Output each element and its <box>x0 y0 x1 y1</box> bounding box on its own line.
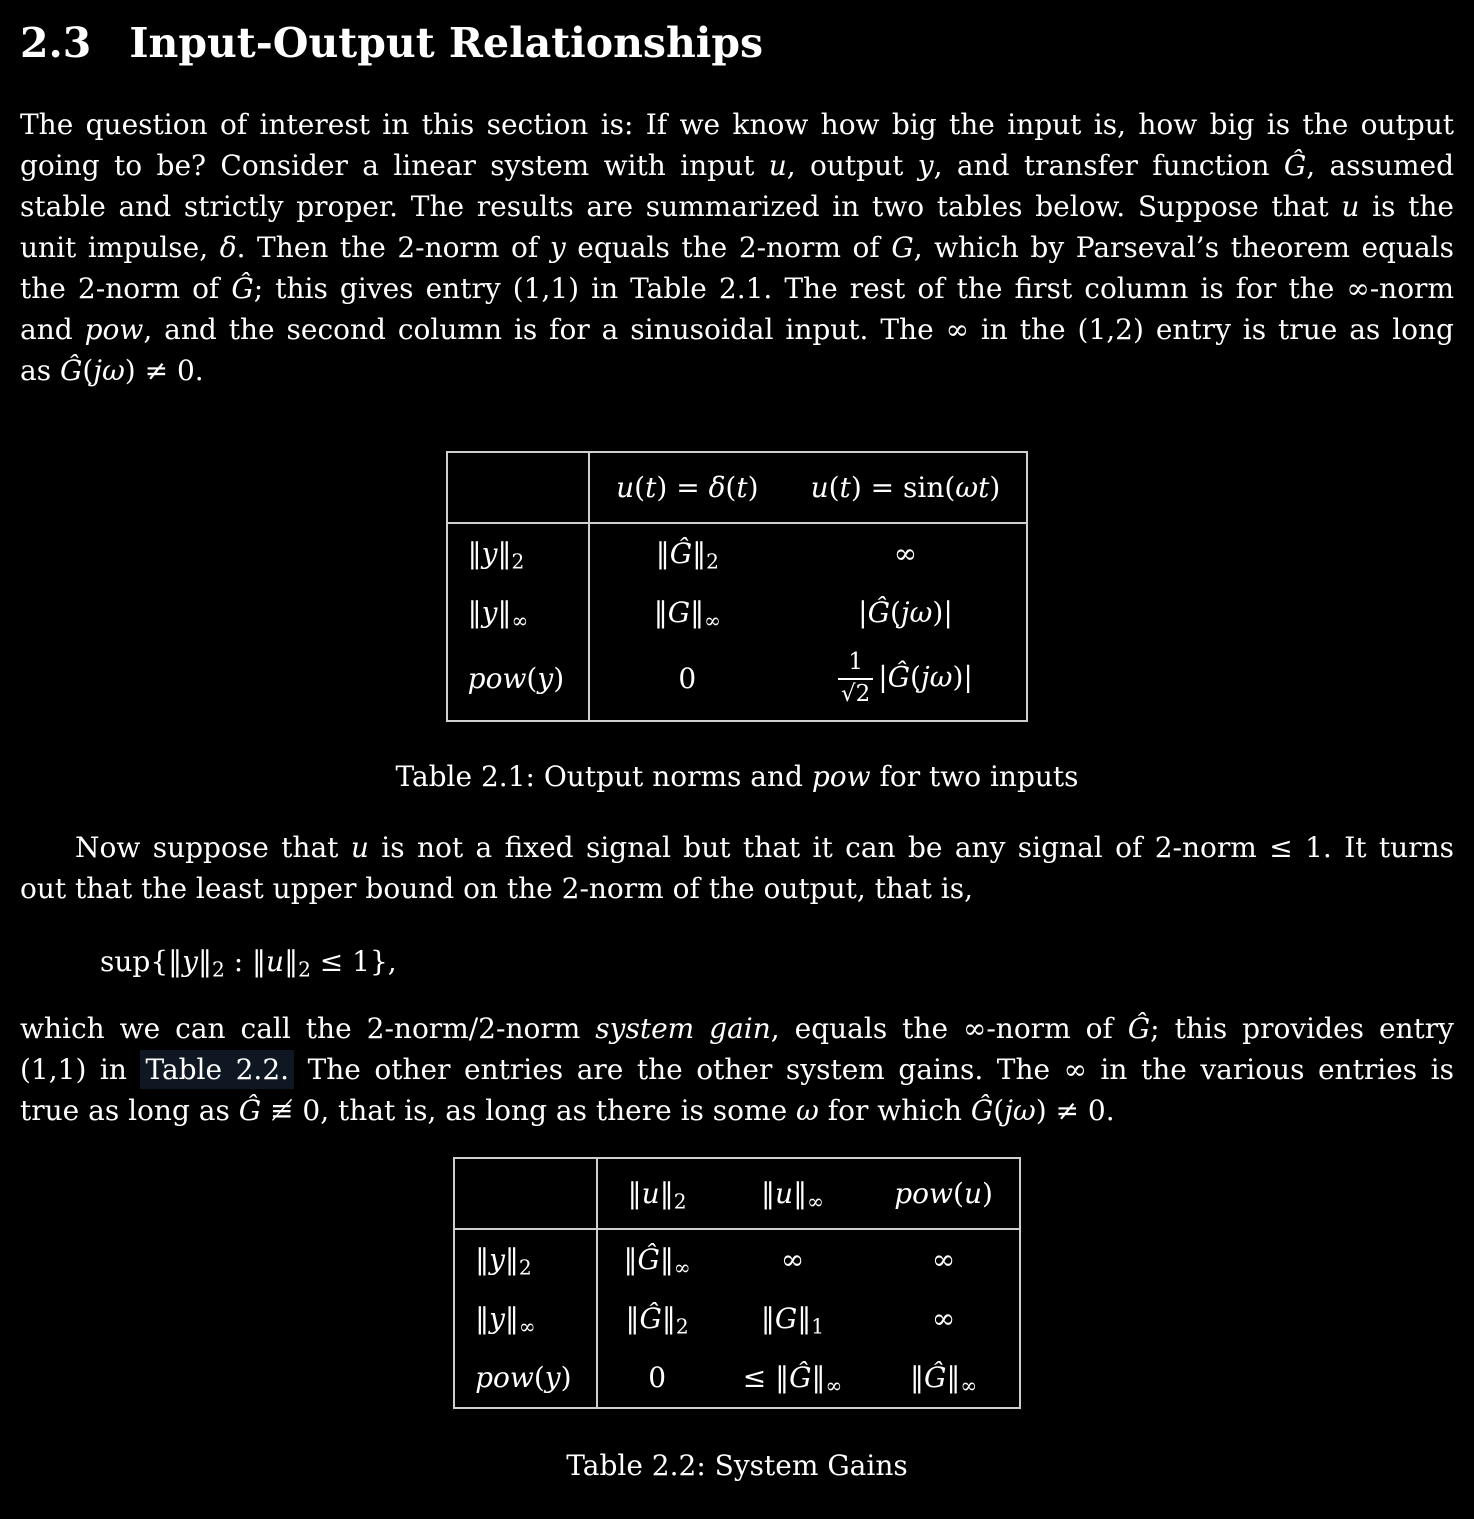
t1-pow-sinusoid-cell <box>785 642 1028 721</box>
table-2-2-header-powu: pow(u) <box>868 1158 1020 1229</box>
fraction-numerator: 1 <box>848 649 863 675</box>
table-2-2-corner-cell <box>454 1158 596 1229</box>
table-2-1-caption: Table 2.1: Output norms and pow for two inputs <box>395 759 1079 793</box>
t2-y2-uinf-cell: ∞ <box>780 1242 805 1276</box>
table-row <box>454 1348 1020 1408</box>
t2-yinf-powu-cell: ∞ <box>931 1301 956 1335</box>
table-2-1 <box>446 451 1029 722</box>
t2-pow-uinf-cell: ≤ $‖Ĝ‖_\infty$ <box>742 1360 843 1398</box>
section-heading <box>20 18 1454 68</box>
table-2-2-header-u2: $‖u‖_2$ <box>597 1158 717 1229</box>
table-2-1-corner-cell <box>447 452 589 523</box>
text-line: (1,1) in Table 2.2. The other entries are the other system gains. The ∞ in the various entries is <box>20 1049 1454 1090</box>
text-line: true as long as Ĝ ≢ 0, that is, as long as there is some ω for which Ĝ(jω) ≠ 0. <box>20 1093 1115 1127</box>
text-line: The question of interest in this section is: If we know how big the input is, how big is the output <box>20 108 1454 141</box>
table-row <box>454 1229 1020 1289</box>
section-title: Input-Output Relationships <box>129 19 764 67</box>
text-line: which we can call the 2-norm/2-norm system gain, equals the ∞-norm of Ĝ; this provides entry <box>20 1011 1455 1045</box>
t2-y2-u2-cell: $‖Ĝ‖_\infty$ <box>623 1242 691 1280</box>
text-line: stable and strictly proper. The results are summarized in two tables below. Suppose that u is the <box>20 190 1454 223</box>
text-line: out that the least upper bound on the 2-norm of the output, that is, <box>20 871 974 905</box>
t2-pow-powu-cell: $‖Ĝ‖_\infty$ <box>910 1360 978 1398</box>
t2-yinf-uinf-cell: $‖G‖_1$ <box>760 1301 825 1339</box>
sup-equation: $sup\{‖y‖_2$ : $‖u‖_2 \le 1$}, <box>100 944 397 982</box>
table-row <box>447 583 1028 642</box>
y-2norm-row-label: $‖y‖_2$ <box>447 523 589 583</box>
t1-pow-impulse-cell: 0 <box>678 662 697 696</box>
text-line: going to be? Consider a linear system with input u, output y, and transfer function Ĝ, assumed <box>20 149 1454 182</box>
table-2-2-header-uinf: $‖u‖_\infty$ <box>717 1158 869 1229</box>
t2-yinf-u2-cell: $‖Ĝ‖_2$ <box>625 1301 689 1339</box>
table-row <box>447 642 1028 721</box>
table-2-1-header-sinusoid: u(t) = sin(ωt) <box>785 452 1028 523</box>
y-infnorm-row-label: $‖y‖_\infty$ <box>454 1289 596 1348</box>
text-line: as Ĝ(jω) ≠ 0. <box>20 354 204 387</box>
table-2-2-header-row <box>454 1158 1020 1229</box>
table-2-2-link[interactable]: Table 2.2. <box>140 1050 294 1089</box>
table-row <box>454 1289 1020 1348</box>
y-2norm-row-label: $‖y‖_2$ <box>454 1229 596 1289</box>
table-row <box>447 523 1028 583</box>
text-line: the 2-norm of Ĝ; this gives entry (1,1) in Table 2.1. The rest of the first column is for the ∞-norm <box>20 272 1454 305</box>
paragraph-intro <box>20 104 1454 391</box>
t1-yinf-impulse-cell: $‖G‖_\infty$ <box>653 596 721 633</box>
t1-yinf-sinusoid-cell: |Ĝ(jω)| <box>858 596 953 629</box>
text-line: unit impulse, δ. Then the 2-norm of y equals the 2-norm of G, which by Parseval’s theorem equals <box>20 231 1454 264</box>
t1-y2-impulse-cell: $‖Ĝ‖_2$ <box>655 537 719 574</box>
text-line: Now suppose that u is not a fixed signal but that it can be any signal of 2-norm ≤ 1. It turns <box>75 830 1454 864</box>
section-number: 2.3 <box>20 19 92 67</box>
text-line: and pow, and the second column is for a sinusoidal input. The ∞ in the (1,2) entry is true as long <box>20 313 1454 346</box>
pow-y-row-label: pow(y) <box>454 1348 596 1408</box>
y-infnorm-row-label: $‖y‖_\infty$ <box>447 583 589 642</box>
fraction-one-over-sqrt2 <box>838 648 873 710</box>
table-2-2-caption: Table 2.2: System Gains <box>566 1448 908 1482</box>
fraction-denominator: √2 <box>838 678 873 710</box>
paragraph-system-gain <box>20 1008 1454 1131</box>
pow-y-row-label: pow(y) <box>447 642 589 721</box>
paragraph-now-suppose <box>20 827 1454 909</box>
fraction-rest: |Ĝ(jω)| <box>878 660 973 694</box>
table-2-1-header-impulse: u(t) = δ(t) <box>589 452 784 523</box>
t2-pow-u2-cell: 0 <box>648 1360 667 1394</box>
t2-y2-powu-cell: ∞ <box>931 1242 956 1276</box>
table-2-2 <box>453 1157 1021 1409</box>
table-2-1-header-row <box>447 452 1028 523</box>
t1-y2-sinusoid-cell: ∞ <box>893 537 918 570</box>
